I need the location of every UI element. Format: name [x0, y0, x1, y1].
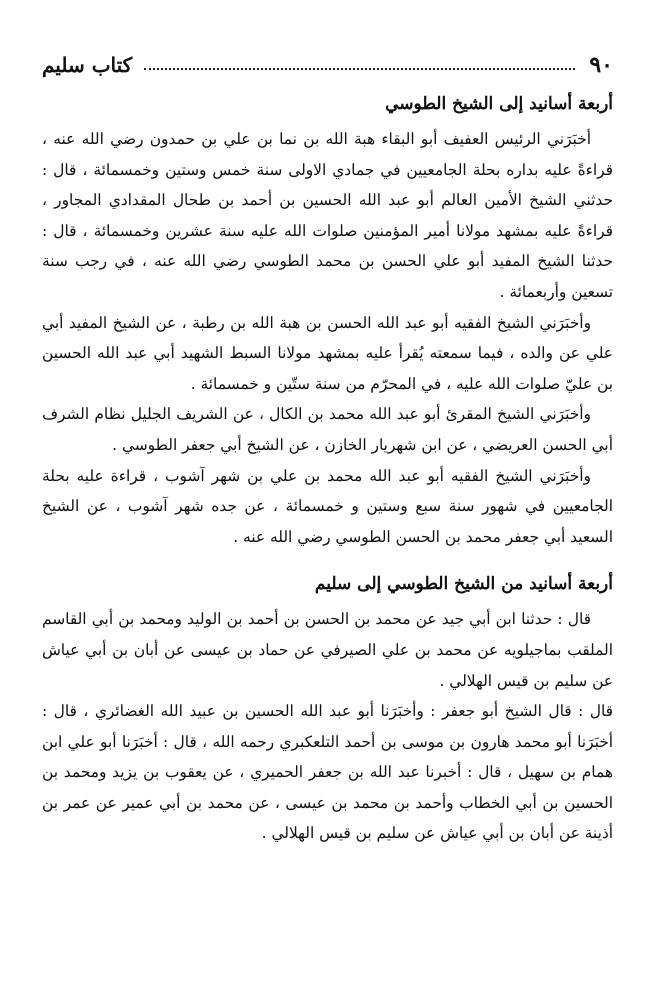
section-isnad-to-tusi [42, 94, 613, 552]
paragraph: أخبَرَني الرئيس العفيف أبو البقاء هبة الله بن نما بن علي بن حمدون رضي الله عنه ، قراءةً عليه بداره بحلة الجامعيين في جمادي الاولى سنة خمس وستين وخمسمائة ، قال : حدثني الشيخ الأمين العالم أبو عبد الله الحسين بن أحمد بن طحال المقدادي المجاور ، قراءةً عليه بمشهد مولانا أمير المؤمنين صلوات الله عليه سنة عشرين وخمسمائة ، قال : حدثنا الشيخ المفيد أبو علي الحسن بن محمد الطوسي رضي الله عنه ، في رجب سنة تسعين وأربعمائة . [42, 130, 613, 301]
section-isnad-tusi-to-sulaym [42, 574, 613, 849]
dotted-leader [144, 68, 575, 70]
section-title: أربعة أسانيد من الشيخ الطوسي إلى سليم [314, 574, 613, 595]
paragraph: وأخبَرَني الشيخ الفقيه أبو عبد الله الحسن بن هبة الله بن رطبة ، عن الشيخ المفيد أبي علي عن والده ، فيما سمعته يُقرأ عليه بمشهد مولانا السبط الشهيد أبي عبد الله الحسين بن عليّ صلوات الله عليه ، في المحرّم من سنة ستّين و خمسمائة . [42, 313, 613, 393]
section-title: أربعة أسانيد إلى الشيخ الطوسي [385, 94, 613, 114]
running-book-title: كتاب سليم [42, 53, 133, 77]
paragraph: قال : قال الشيخ أبو جعفر : وأخبَرَنا أبو عبد الله الحسين بن عبيد الله الغضائري ، قال : أخبَرَنا أبو محمد هارون بن موسى بن أحمد التلعكبري رحمه الله ، قال : أخبَرَنا أبو علي ابن همام بن سهيل ، قال : أخبرنا عبد الله بن جعفر الحميري ، عن يعقوب بن يزيد ومحمد بن الحسين بن أبي الخطاب وأحمد بن محمد بن عيسى ، عن محمد بن أبي عمير عن عمر بن أذينة عن أبان بن أبي عياش عن سليم بن قيس الهلالي . [42, 702, 613, 843]
paragraph: وأخبَرَني الشيخ المقرئ أبو عبد الله محمد بن الكال ، عن الشريف الجليل نظام الشرف أبي الحسن العريضي ، عن ابن شهريار الخازن ، عن الشيخ أبي جعفر الطوسي . [42, 405, 613, 454]
page-header [42, 52, 613, 78]
paragraph: قال : حدثنا ابن أبي جيد عن محمد بن الحسن بن أحمد بن الوليد ومحمد بن أبي القاسم الملقب بماجيلويه عن محمد بن علي الصيرفي عن حماد بن عيسى عن أبان بن أبي عياش عن سليم بن قيس الهلالي . [42, 610, 613, 690]
paragraph: وأخبَرَني الشيخ الفقيه أبو عبد الله محمد بن علي بن شهر آشوب ، قراءة عليه بحلة الجامعيين في شهور سنة سبع وستين و خمسمائة ، عن جده شهر آشوب ، عن الشيخ السعيد أبي جعفر محمد بن الحسن الطوسي رضي الله عنه . [42, 466, 613, 546]
page-number: ٩٠ [589, 52, 613, 78]
